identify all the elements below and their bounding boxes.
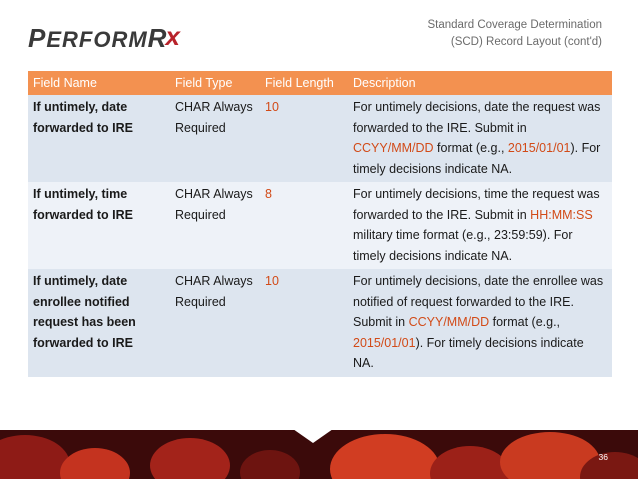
description-cell: For untimely decisions, date the enrollee was notified of request forwarded to the IRE. Submit in CCYY/MM/DD format (e.g., 2015/01/01). For timely decisions indicate NA. [348, 269, 612, 377]
footer-notch [293, 430, 333, 443]
description-cell: For untimely decisions, time the request was forwarded to the IRE. Submit in HH:MM:SS military time format (e.g., 23:59:59). For timely decisions indicate NA. [348, 182, 612, 269]
col-header-description: Description [348, 71, 612, 95]
description-cell: For untimely decisions, date the request was forwarded to the IRE. Submit in CCYY/MM/DD format (e.g., 2015/01/01). For timely decisions indicate NA. [348, 95, 612, 182]
slide-title-line2: (SCD) Record Layout (cont'd) [450, 36, 602, 48]
performrx-logo [28, 20, 180, 52]
example-highlight: 2015/01/01 [507, 141, 571, 155]
format-highlight: CCYY/MM/DD [353, 141, 434, 155]
format-highlight: HH:MM:SS [530, 207, 593, 222]
record-layout-table [28, 71, 612, 377]
col-header-field-length: Field Length [260, 71, 348, 95]
field-type-cell: CHAR Always Required [170, 95, 260, 182]
pill-shape [430, 446, 510, 479]
example-highlight: 2015/01/01 [353, 335, 416, 350]
pill-shape [330, 434, 440, 479]
pill-shape [60, 448, 130, 479]
field-length-cell: 10 [260, 269, 348, 377]
col-header-field-name: Field Name [28, 71, 170, 95]
logo-rx-mark: x [165, 21, 180, 51]
col-header-field-type: Field Type [170, 71, 260, 95]
field-type-cell: CHAR Always Required [170, 269, 260, 377]
table-row [28, 269, 612, 377]
pill-shape [150, 438, 230, 479]
field-type-cell: CHAR Always Required [170, 182, 260, 269]
field-length-cell: 8 [260, 182, 348, 269]
footer-banner-image [0, 430, 638, 479]
field-name-cell: If untimely, time forwarded to IRE [28, 182, 170, 269]
format-highlight: CCYY/MM/DD [408, 315, 490, 329]
field-name-cell: If untimely, date forwarded to IRE [28, 95, 170, 182]
table-row [28, 95, 612, 182]
table-row [28, 182, 612, 269]
logo-wordmark: PERFORMR [28, 23, 168, 53]
pill-shape [240, 450, 300, 479]
field-name-cell: If untimely, date enrollee notified request has been forwarded to IRE [28, 269, 170, 377]
page-number: 36 [598, 452, 608, 462]
slide-title [362, 17, 602, 51]
table-header-row [28, 71, 612, 95]
field-length-cell: 10 [260, 95, 348, 182]
slide-title-line1: Standard Coverage Determination [427, 19, 602, 31]
